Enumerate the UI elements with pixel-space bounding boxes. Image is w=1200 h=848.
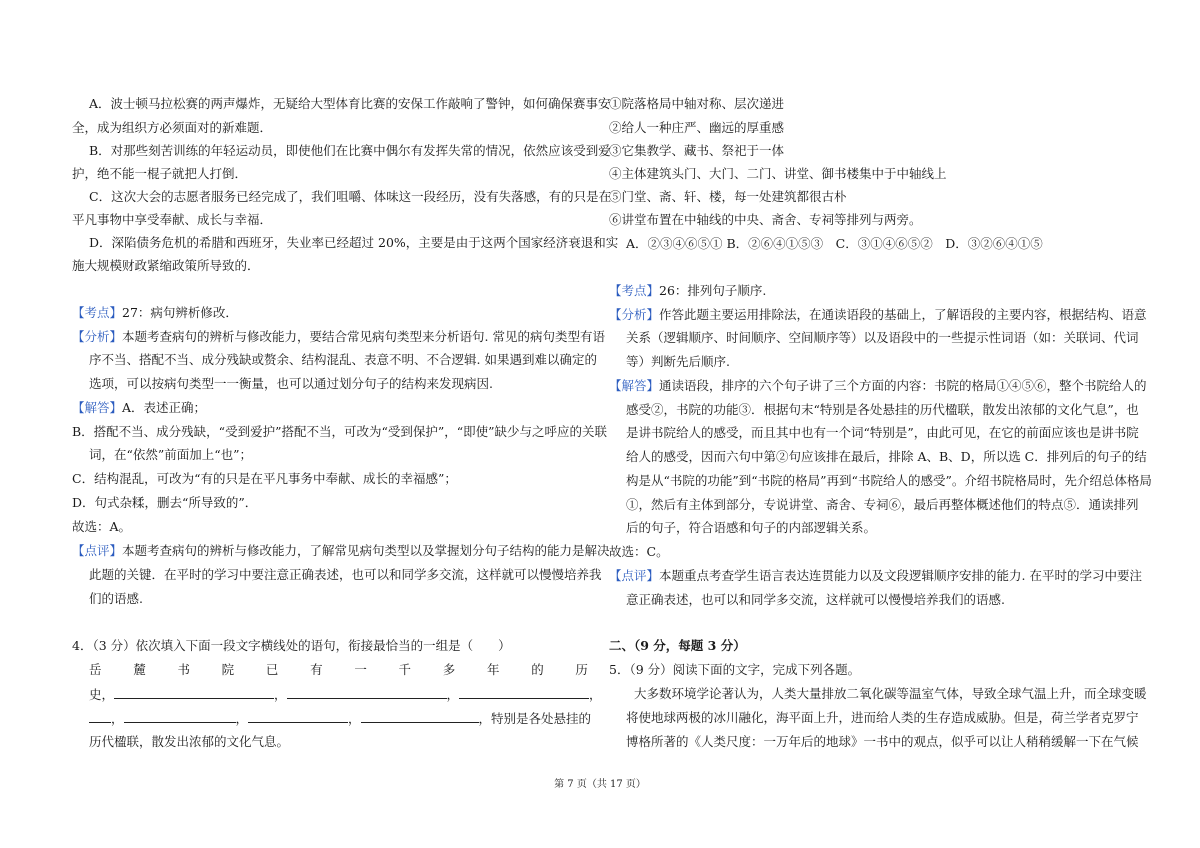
jieda-line-1 xyxy=(609,378,1147,394)
jieda-line-1 xyxy=(72,400,592,416)
blank-4[interactable] xyxy=(124,710,236,723)
sentence-4: ④主体建筑头门、大门、二门、讲堂、御书楼集中于中轴线上 xyxy=(609,166,947,181)
fenxi-tag: 【分析】 xyxy=(72,329,123,344)
option-c-line-1: C．这次大会的志愿者服务已经完成了，我们咀嚼、体味这一段经历，没有失落感，有的只是在 xyxy=(89,189,612,204)
spread-char: 年 xyxy=(486,662,500,677)
jieda-line-7: 后的句子，符合语感和句子的内部逻辑关系。 xyxy=(626,520,877,535)
spread-char: 一 xyxy=(354,662,367,677)
sentence-5: ⑤门堂、斋、轩、楼，每一处建筑都很古朴 xyxy=(609,189,847,204)
jieda-b-line-1: B．搭配不当、成分残缺，“受到爱护”搭配不当，可改为“受到保护”，“即使”缺少与之呼应的关联 xyxy=(72,424,608,439)
comma: ， xyxy=(446,687,460,702)
blank-6[interactable] xyxy=(361,710,479,723)
spread-char: 院 xyxy=(221,662,235,677)
q4-tail: ，特别是各处悬挂的 xyxy=(478,711,592,726)
spread-char: 已 xyxy=(265,662,279,677)
passage-line-2: 将使地球两极的冰川融化，海平面上升，进而给人类的生存造成威胁。但是，荷兰学者克罗宁 xyxy=(626,710,1139,725)
dianping-line-1 xyxy=(609,568,1142,584)
jieda-c-line: C．结构混乱，可改为“有的只是在平凡事务中奉献、成长的幸福感”； xyxy=(72,471,457,486)
fenxi-line-3: 选项，可以按病句类型一一衡量，也可以通过划分句子的结构来发现病因. xyxy=(89,376,493,391)
jieda-tag: 【解答】 xyxy=(72,400,123,415)
spread-char: 千 xyxy=(398,662,412,677)
blank-3[interactable] xyxy=(459,686,589,699)
spread-char: 多 xyxy=(442,662,456,677)
fenxi-line-3: 等）判断先后顺序. xyxy=(626,354,730,369)
jieda-line-4: 给人的感受，因而六句中第②句应该排在最后，排除 A、B、D，所以选 C．排列后的句子的结 xyxy=(626,449,1147,464)
blank-2[interactable] xyxy=(287,686,447,699)
spread-char: 书 xyxy=(177,662,190,677)
question-4-spread-line xyxy=(72,662,592,678)
option-d-line-1: D．深陷债务危机的希腊和西班牙，失业率已经超过 20%，主要是由于这两个国家经济衰退和实 xyxy=(89,235,619,250)
spread-char: 历 xyxy=(575,662,588,677)
jieda-b-line-2: 词，在“依然”前面加上“也”； xyxy=(89,447,253,462)
page-footer: 第 7 页（共 17 页） xyxy=(554,779,646,790)
option-b-line-1: B．对那些刻苦训练的年轻运动员，即使他们在比赛中偶尔有发挥失常的情况，依然应该受到爱 xyxy=(89,143,611,158)
comma: ， xyxy=(235,711,249,726)
fenxi-text-1: 作答此题主要运用排除法，在通读语段的基础上，了解语段的主要内容，根据结构、语意 xyxy=(659,307,1147,322)
comma: ， xyxy=(111,711,124,726)
comma: ， xyxy=(274,687,287,702)
passage-line-3: 博格所著的《人类尺度：一万年后的地球》一书中的观点，似乎可以让人稍稍缓解一下在气候 xyxy=(626,734,1139,749)
spread-char: 的 xyxy=(531,662,544,677)
comma: ， xyxy=(348,711,361,726)
fenxi-line-2: 关系（逻辑顺序、时间顺序、空间顺序等）以及语段中的一些提示性词语（如：关联词、代词 xyxy=(626,330,1139,345)
fenxi-line-1 xyxy=(609,307,1147,323)
question-5-stem: 5．（9 分）阅读下面的文字，完成下列各题。 xyxy=(609,662,861,677)
question-4-blank-line-1 xyxy=(72,686,602,703)
option-a-line-2: 全，成为组织方必须面对的新难题． xyxy=(72,120,273,135)
blank-1[interactable] xyxy=(114,686,274,699)
sentence-3: ③它集教学、藏书、祭祀于一体 xyxy=(609,143,785,158)
dianping-tag: 【点评】 xyxy=(609,568,660,583)
option-a-line-1: A．波士顿马拉松赛的两声爆炸，无疑给大型体育比赛的安保工作敲响了警钟，如何确保赛事安 xyxy=(89,96,611,111)
blank-5[interactable] xyxy=(248,710,348,723)
question-4-last-line: 历代楹联，散发出浓郁的文化气息。 xyxy=(89,734,290,749)
kaodian-text: 26：排列句子顺序. xyxy=(659,283,767,298)
jieda-line-3: 是讲书院给人的感受，而且其中也有一个词“特别是”，由此可见，在它的前面应该也是讲书院 xyxy=(626,425,1139,440)
fenxi-line-2: 序不当、搭配不当、成分残缺或赘余、结构混乱、表意不明、不合逻辑. 如果遇到难以确定的 xyxy=(89,352,597,367)
spread-char: 岳 xyxy=(89,662,102,677)
option-d-line-2: 施大规模财政紧缩政策所导致的． xyxy=(72,258,260,273)
sentence-6: ⑥讲堂布置在中轴线的中央、斋舍、专祠等排列与两旁。 xyxy=(609,212,922,227)
options-line: A．②③④⑥⑤① B．②⑥④①⑤③ C．③①④⑥⑤② D．③②⑥④①⑤ xyxy=(626,236,1043,251)
fenxi-tag: 【分析】 xyxy=(609,307,660,322)
dianping-line-2: 意正确表述，也可以和同学多交流，这样就可以慢慢培养我们的语感. xyxy=(626,592,1005,607)
sentence-2: ②给人一种庄严、幽远的厚重感 xyxy=(609,120,785,135)
section-2-heading: 二、（9 分，每题 3 分） xyxy=(609,638,746,653)
option-b-line-2: 护，绝不能一棍子就把人打倒． xyxy=(72,166,248,181)
dianping-line-1 xyxy=(72,543,610,559)
jieda-text-1: A．表述正确； xyxy=(122,400,207,415)
kaodian-text: 27：病句辨析修改． xyxy=(122,305,238,320)
fenxi-text-1: 本题考查病句的辨析与修改能力，要结合常见病句类型来分析语句. 常见的病句类型有语 xyxy=(122,329,605,344)
jieda-d-line: D．句式杂糅，删去“所导致的”． xyxy=(72,495,258,510)
kaodian-line xyxy=(609,283,1129,299)
dianping-text-1: 本题重点考查学生语言表达连贯能力以及文段逻辑顺序安排的能力. 在平时的学习中要注 xyxy=(659,568,1142,583)
option-c-line-2: 平凡事物中享受奉献、成长与幸福． xyxy=(72,212,273,227)
fenxi-line-1 xyxy=(72,329,605,345)
sentence-1: ①院落格局中轴对称、层次递进 xyxy=(609,96,785,111)
passage-line-1: 大多数环境学论著认为，人类大量排放二氧化碳等温室气体，导致全球气温上升，而全球变暖 xyxy=(634,686,1147,701)
kaodian-tag: 【考点】 xyxy=(609,283,660,298)
kaodian-line xyxy=(72,305,592,321)
blank-3-tail[interactable] xyxy=(89,710,111,723)
comma: ， xyxy=(589,687,602,702)
dianping-tag: 【点评】 xyxy=(72,543,123,558)
spread-char: 有 xyxy=(310,662,323,677)
kaodian-tag: 【考点】 xyxy=(72,305,123,320)
jieda-line-6: ①，然后有主体到部分，专说讲堂、斋舍、专祠⑥，最后再整体概述他们的特点⑤．通读排列 xyxy=(626,497,1139,512)
dianping-line-2: 此题的关键．在平时的学习中要注意正确表述，也可以和同学多交流，这样就可以慢慢培养我 xyxy=(89,567,602,582)
dianping-line-3: 们的语感. xyxy=(89,591,143,606)
jieda-tag: 【解答】 xyxy=(609,378,660,393)
guxuan-line: 故选：C。 xyxy=(609,544,669,559)
spread-char: 麓 xyxy=(133,662,146,677)
question-4-blank-line-2 xyxy=(72,710,592,727)
guxuan-line: 故选：A。 xyxy=(72,519,132,534)
jieda-text-1: 通读语段，排序的六个句子讲了三个方面的内容：书院的格局①④⑤⑥，整个书院给人的 xyxy=(659,378,1147,393)
question-4-stem: 4．（3 分）依次填入下面一段文字横线处的语句，衔接最恰当的一组是（ ） xyxy=(72,638,511,653)
dianping-text-1: 本题考查病句的辨析与修改能力，了解常见病句类型以及掌握划分句子结构的能力是解决 xyxy=(122,543,610,558)
jieda-line-5: 构是从“书院的功能”到“书院的格局”再到“书院给人的感受”。介绍书院格局时，先介绍总体格局 xyxy=(626,473,1152,488)
shi-text: 史， xyxy=(89,687,115,702)
jieda-line-2: 感受②，书院的功能③．根据句末“特别是各处悬挂的历代楹联，散发出浓郁的文化气息”，也 xyxy=(626,402,1139,417)
